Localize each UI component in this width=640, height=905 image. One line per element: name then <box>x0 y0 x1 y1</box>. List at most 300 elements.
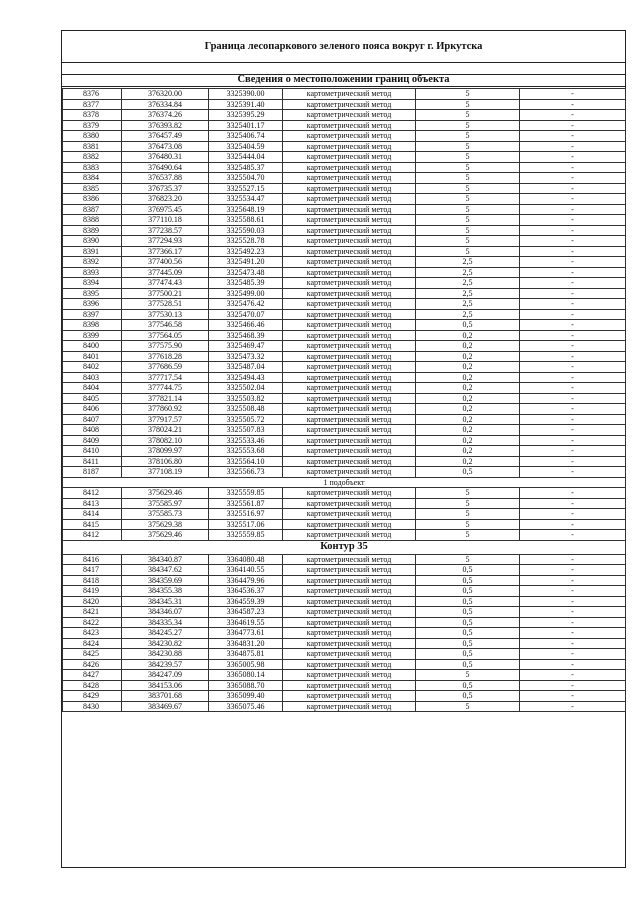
description-cell: - <box>520 691 626 702</box>
method-cell: картометрический метод <box>283 257 416 268</box>
y-coordinate-cell: 3364619.55 <box>209 617 283 628</box>
table-row <box>63 351 626 362</box>
x-coordinate-cell: 384346.07 <box>122 607 209 618</box>
description-cell: - <box>520 554 626 565</box>
x-coordinate-cell: 376537.88 <box>122 173 209 184</box>
y-coordinate-cell: 3365088.70 <box>209 680 283 691</box>
method-cell: картометрический метод <box>283 649 416 660</box>
description-cell: - <box>520 372 626 383</box>
method-cell: картометрический метод <box>283 215 416 226</box>
point-number-cell: 8429 <box>63 691 122 702</box>
method-cell: картометрический метод <box>283 152 416 163</box>
y-coordinate-cell: 3325507.83 <box>209 425 283 436</box>
method-cell: картометрический метод <box>283 680 416 691</box>
table-row <box>63 509 626 520</box>
table-row <box>63 309 626 320</box>
y-coordinate-cell: 3325469.47 <box>209 341 283 352</box>
x-coordinate-cell: 377500.21 <box>122 288 209 299</box>
accuracy-cell: 5 <box>416 701 520 712</box>
accuracy-cell: 2,5 <box>416 299 520 310</box>
x-coordinate-cell: 377474.43 <box>122 278 209 289</box>
y-coordinate-cell: 3325406.74 <box>209 131 283 142</box>
method-cell: картометрический метод <box>283 278 416 289</box>
table-row <box>63 236 626 247</box>
x-coordinate-cell: 384230.82 <box>122 638 209 649</box>
description-cell: - <box>520 628 626 639</box>
description-cell: - <box>520 341 626 352</box>
point-number-cell: 8426 <box>63 659 122 670</box>
method-cell: картометрический метод <box>283 446 416 457</box>
table-row <box>63 435 626 446</box>
description-cell: - <box>520 383 626 394</box>
table-row <box>63 330 626 341</box>
table-row <box>63 701 626 712</box>
description-cell: - <box>520 456 626 467</box>
y-coordinate-cell: 3325494.43 <box>209 372 283 383</box>
method-cell: картометрический метод <box>283 488 416 499</box>
y-coordinate-cell: 3325504.70 <box>209 173 283 184</box>
accuracy-cell: 0,2 <box>416 393 520 404</box>
x-coordinate-cell: 376320.00 <box>122 89 209 100</box>
method-cell: картометрический метод <box>283 617 416 628</box>
y-coordinate-cell: 3364875.81 <box>209 649 283 660</box>
point-number-cell: 8387 <box>63 204 122 215</box>
x-coordinate-cell: 384359.69 <box>122 575 209 586</box>
description-cell: - <box>520 267 626 278</box>
description-cell: - <box>520 351 626 362</box>
y-coordinate-cell: 3325527.15 <box>209 183 283 194</box>
point-number-cell: 8400 <box>63 341 122 352</box>
x-coordinate-cell: 377744.75 <box>122 383 209 394</box>
table-row <box>63 257 626 268</box>
description-cell: - <box>520 320 626 331</box>
method-cell: картометрический метод <box>283 162 416 173</box>
y-coordinate-cell: 3364587.23 <box>209 607 283 618</box>
point-number-cell: 8395 <box>63 288 122 299</box>
y-coordinate-cell: 3365080.14 <box>209 670 283 681</box>
point-number-cell: 8421 <box>63 607 122 618</box>
accuracy-cell: 0,2 <box>416 446 520 457</box>
y-coordinate-cell: 3325533.46 <box>209 435 283 446</box>
description-cell: - <box>520 488 626 499</box>
table-row <box>63 519 626 530</box>
point-number-cell: 8390 <box>63 236 122 247</box>
x-coordinate-cell: 377294.93 <box>122 236 209 247</box>
method-cell: картометрический метод <box>283 225 416 236</box>
point-number-cell: 8187 <box>63 467 122 478</box>
description-cell: - <box>520 110 626 121</box>
method-cell: картометрический метод <box>283 670 416 681</box>
table-row <box>63 596 626 607</box>
description-cell: - <box>520 617 626 628</box>
y-coordinate-cell: 3325505.72 <box>209 414 283 425</box>
point-number-cell: 8397 <box>63 309 122 320</box>
description-cell: - <box>520 183 626 194</box>
method-cell: картометрический метод <box>283 456 416 467</box>
y-coordinate-cell: 3325395.29 <box>209 110 283 121</box>
description-cell: - <box>520 638 626 649</box>
point-number-cell: 8416 <box>63 554 122 565</box>
table-row <box>63 680 626 691</box>
description-cell: - <box>520 404 626 415</box>
method-cell: картометрический метод <box>283 509 416 520</box>
method-cell: картометрический метод <box>283 467 416 478</box>
coordinates-table-body <box>63 89 626 712</box>
point-number-cell: 8428 <box>63 680 122 691</box>
accuracy-cell: 0,2 <box>416 362 520 373</box>
method-cell: картометрический метод <box>283 194 416 205</box>
accuracy-cell: 0,5 <box>416 320 520 331</box>
contour-heading: Контур 35 <box>63 540 626 554</box>
description-cell: - <box>520 393 626 404</box>
subobject-heading-row <box>63 477 626 488</box>
x-coordinate-cell: 377110.18 <box>122 215 209 226</box>
y-coordinate-cell: 3325492.23 <box>209 246 283 257</box>
point-number-cell: 8389 <box>63 225 122 236</box>
accuracy-cell: 5 <box>416 236 520 247</box>
x-coordinate-cell: 377618.28 <box>122 351 209 362</box>
accuracy-cell: 0,5 <box>416 691 520 702</box>
y-coordinate-cell: 3365099.40 <box>209 691 283 702</box>
x-coordinate-cell: 384247.09 <box>122 670 209 681</box>
table-row <box>63 141 626 152</box>
description-cell: - <box>520 330 626 341</box>
x-coordinate-cell: 377530.13 <box>122 309 209 320</box>
method-cell: картометрический метод <box>283 204 416 215</box>
x-coordinate-cell: 377860.92 <box>122 404 209 415</box>
y-coordinate-cell: 3325564.10 <box>209 456 283 467</box>
description-cell: - <box>520 215 626 226</box>
description-cell: - <box>520 299 626 310</box>
accuracy-cell: 2,5 <box>416 278 520 289</box>
x-coordinate-cell: 377366.17 <box>122 246 209 257</box>
accuracy-cell: 5 <box>416 554 520 565</box>
accuracy-cell: 0,5 <box>416 565 520 576</box>
method-cell: картометрический метод <box>283 519 416 530</box>
document-title: Граница лесопаркового зеленого пояса вокруг г. Иркутска <box>62 31 625 63</box>
accuracy-cell: 0,5 <box>416 680 520 691</box>
accuracy-cell: 0,5 <box>416 596 520 607</box>
x-coordinate-cell: 375585.73 <box>122 509 209 520</box>
point-number-cell: 8405 <box>63 393 122 404</box>
table-row <box>63 565 626 576</box>
table-row <box>63 628 626 639</box>
table-row <box>63 341 626 352</box>
accuracy-cell: 5 <box>416 509 520 520</box>
y-coordinate-cell: 3325470.07 <box>209 309 283 320</box>
x-coordinate-cell: 377445.09 <box>122 267 209 278</box>
point-number-cell: 8414 <box>63 509 122 520</box>
point-number-cell: 8401 <box>63 351 122 362</box>
accuracy-cell: 5 <box>416 183 520 194</box>
table-row <box>63 173 626 184</box>
accuracy-cell: 5 <box>416 173 520 184</box>
y-coordinate-cell: 3365075.46 <box>209 701 283 712</box>
table-row <box>63 152 626 163</box>
x-coordinate-cell: 376457.49 <box>122 131 209 142</box>
table-row <box>63 670 626 681</box>
table-row <box>63 215 626 226</box>
method-cell: картометрический метод <box>283 341 416 352</box>
description-cell: - <box>520 89 626 100</box>
y-coordinate-cell: 3325561.87 <box>209 498 283 509</box>
point-number-cell: 8412 <box>63 488 122 499</box>
accuracy-cell: 5 <box>416 246 520 257</box>
accuracy-cell: 5 <box>416 89 520 100</box>
point-number-cell: 8380 <box>63 131 122 142</box>
point-number-cell: 8423 <box>63 628 122 639</box>
subobject-heading: 1 подобъект <box>63 477 626 488</box>
method-cell: картометрический метод <box>283 565 416 576</box>
accuracy-cell: 5 <box>416 194 520 205</box>
description-cell: - <box>520 173 626 184</box>
accuracy-cell: 0,2 <box>416 330 520 341</box>
y-coordinate-cell: 3325553.68 <box>209 446 283 457</box>
description-cell: - <box>520 278 626 289</box>
x-coordinate-cell: 384355.38 <box>122 586 209 597</box>
x-coordinate-cell: 378106.80 <box>122 456 209 467</box>
x-coordinate-cell: 377108.19 <box>122 467 209 478</box>
accuracy-cell: 5 <box>416 488 520 499</box>
description-cell: - <box>520 236 626 247</box>
table-row <box>63 120 626 131</box>
table-row <box>63 530 626 541</box>
accuracy-cell: 0,2 <box>416 414 520 425</box>
method-cell: картометрический метод <box>283 362 416 373</box>
method-cell: картометрический метод <box>283 173 416 184</box>
description-cell: - <box>520 120 626 131</box>
method-cell: картометрический метод <box>283 288 416 299</box>
y-coordinate-cell: 3325499.00 <box>209 288 283 299</box>
point-number-cell: 8391 <box>63 246 122 257</box>
table-row <box>63 404 626 415</box>
table-row <box>63 383 626 394</box>
table-row <box>63 225 626 236</box>
x-coordinate-cell: 377821.14 <box>122 393 209 404</box>
y-coordinate-cell: 3364773.61 <box>209 628 283 639</box>
document-frame <box>61 30 626 868</box>
table-row <box>63 425 626 436</box>
accuracy-cell: 0,5 <box>416 586 520 597</box>
point-number-cell: 8413 <box>63 498 122 509</box>
method-cell: картометрический метод <box>283 554 416 565</box>
x-coordinate-cell: 383469.67 <box>122 701 209 712</box>
method-cell: картометрический метод <box>283 435 416 446</box>
point-number-cell: 8383 <box>63 162 122 173</box>
method-cell: картометрический метод <box>283 131 416 142</box>
table-row <box>63 204 626 215</box>
method-cell: картометрический метод <box>283 628 416 639</box>
description-cell: - <box>520 680 626 691</box>
y-coordinate-cell: 3325566.73 <box>209 467 283 478</box>
point-number-cell: 8425 <box>63 649 122 660</box>
accuracy-cell: 5 <box>416 519 520 530</box>
description-cell: - <box>520 659 626 670</box>
method-cell: картометрический метод <box>283 586 416 597</box>
description-cell: - <box>520 425 626 436</box>
accuracy-cell: 0,5 <box>416 575 520 586</box>
method-cell: картометрический метод <box>283 267 416 278</box>
description-cell: - <box>520 246 626 257</box>
table-row <box>63 393 626 404</box>
description-cell: - <box>520 414 626 425</box>
accuracy-cell: 5 <box>416 670 520 681</box>
accuracy-cell: 0,2 <box>416 456 520 467</box>
y-coordinate-cell: 3325648.19 <box>209 204 283 215</box>
table-row <box>63 99 626 110</box>
accuracy-cell: 0,2 <box>416 351 520 362</box>
point-number-cell: 8427 <box>63 670 122 681</box>
x-coordinate-cell: 376823.20 <box>122 194 209 205</box>
accuracy-cell: 0,5 <box>416 649 520 660</box>
table-row <box>63 617 626 628</box>
point-number-cell: 8381 <box>63 141 122 152</box>
y-coordinate-cell: 3325502.04 <box>209 383 283 394</box>
x-coordinate-cell: 377546.58 <box>122 320 209 331</box>
description-cell: - <box>520 162 626 173</box>
method-cell: картометрический метод <box>283 246 416 257</box>
table-row <box>63 691 626 702</box>
description-cell: - <box>520 498 626 509</box>
point-number-cell: 8396 <box>63 299 122 310</box>
table-row <box>63 659 626 670</box>
x-coordinate-cell: 375585.97 <box>122 498 209 509</box>
method-cell: картометрический метод <box>283 393 416 404</box>
description-cell: - <box>520 141 626 152</box>
x-coordinate-cell: 377575.90 <box>122 341 209 352</box>
point-number-cell: 8398 <box>63 320 122 331</box>
x-coordinate-cell: 376374.26 <box>122 110 209 121</box>
x-coordinate-cell: 375629.46 <box>122 488 209 499</box>
accuracy-cell: 0,2 <box>416 435 520 446</box>
table-row <box>63 446 626 457</box>
description-cell: - <box>520 99 626 110</box>
table-row <box>63 638 626 649</box>
point-number-cell: 8407 <box>63 414 122 425</box>
method-cell: картометрический метод <box>283 141 416 152</box>
x-coordinate-cell: 376490.64 <box>122 162 209 173</box>
accuracy-cell: 5 <box>416 162 520 173</box>
point-number-cell: 8394 <box>63 278 122 289</box>
point-number-cell: 8393 <box>63 267 122 278</box>
description-cell: - <box>520 257 626 268</box>
accuracy-cell: 0,5 <box>416 467 520 478</box>
y-coordinate-cell: 3325476.42 <box>209 299 283 310</box>
y-coordinate-cell: 3364559.39 <box>209 596 283 607</box>
x-coordinate-cell: 376480.31 <box>122 152 209 163</box>
point-number-cell: 8382 <box>63 152 122 163</box>
y-coordinate-cell: 3325473.32 <box>209 351 283 362</box>
table-row <box>63 498 626 509</box>
description-cell: - <box>520 586 626 597</box>
point-number-cell: 8402 <box>63 362 122 373</box>
description-cell: - <box>520 152 626 163</box>
x-coordinate-cell: 383701.68 <box>122 691 209 702</box>
x-coordinate-cell: 384239.57 <box>122 659 209 670</box>
description-cell: - <box>520 701 626 712</box>
y-coordinate-cell: 3364831.20 <box>209 638 283 649</box>
point-number-cell: 8385 <box>63 183 122 194</box>
method-cell: картометрический метод <box>283 89 416 100</box>
y-coordinate-cell: 3325508.48 <box>209 404 283 415</box>
point-number-cell: 8406 <box>63 404 122 415</box>
table-row <box>63 456 626 467</box>
table-row <box>63 194 626 205</box>
table-row <box>63 131 626 142</box>
x-coordinate-cell: 384335.34 <box>122 617 209 628</box>
x-coordinate-cell: 384340.87 <box>122 554 209 565</box>
point-number-cell: 8378 <box>63 110 122 121</box>
table-row <box>63 649 626 660</box>
y-coordinate-cell: 3325391.40 <box>209 99 283 110</box>
description-cell: - <box>520 131 626 142</box>
accuracy-cell: 0,2 <box>416 341 520 352</box>
description-cell: - <box>520 435 626 446</box>
accuracy-cell: 0,5 <box>416 617 520 628</box>
x-coordinate-cell: 377238.57 <box>122 225 209 236</box>
method-cell: картометрический метод <box>283 99 416 110</box>
point-number-cell: 8392 <box>63 257 122 268</box>
accuracy-cell: 2,5 <box>416 309 520 320</box>
y-coordinate-cell: 3325485.39 <box>209 278 283 289</box>
accuracy-cell: 2,5 <box>416 288 520 299</box>
accuracy-cell: 0,2 <box>416 383 520 394</box>
y-coordinate-cell: 3325534.47 <box>209 194 283 205</box>
accuracy-cell: 5 <box>416 498 520 509</box>
accuracy-cell: 5 <box>416 99 520 110</box>
x-coordinate-cell: 376334.84 <box>122 99 209 110</box>
point-number-cell: 8376 <box>63 89 122 100</box>
method-cell: картометрический метод <box>283 701 416 712</box>
x-coordinate-cell: 376975.45 <box>122 204 209 215</box>
table-row <box>63 110 626 121</box>
description-cell: - <box>520 670 626 681</box>
description-cell: - <box>520 596 626 607</box>
table-row <box>63 362 626 373</box>
y-coordinate-cell: 3325487.04 <box>209 362 283 373</box>
y-coordinate-cell: 3325390.00 <box>209 89 283 100</box>
y-coordinate-cell: 3325491.20 <box>209 257 283 268</box>
method-cell: картометрический метод <box>283 575 416 586</box>
y-coordinate-cell: 3365005.98 <box>209 659 283 670</box>
y-coordinate-cell: 3364080.48 <box>209 554 283 565</box>
x-coordinate-cell: 384153.06 <box>122 680 209 691</box>
method-cell: картометрический метод <box>283 498 416 509</box>
point-number-cell: 8388 <box>63 215 122 226</box>
y-coordinate-cell: 3325590.03 <box>209 225 283 236</box>
method-cell: картометрический метод <box>283 383 416 394</box>
description-cell: - <box>520 519 626 530</box>
y-coordinate-cell: 3325588.61 <box>209 215 283 226</box>
method-cell: картометрический метод <box>283 299 416 310</box>
point-number-cell: 8379 <box>63 120 122 131</box>
accuracy-cell: 5 <box>416 152 520 163</box>
method-cell: картометрический метод <box>283 425 416 436</box>
table-row <box>63 320 626 331</box>
accuracy-cell: 5 <box>416 204 520 215</box>
point-number-cell: 8384 <box>63 173 122 184</box>
y-coordinate-cell: 3325485.37 <box>209 162 283 173</box>
point-number-cell: 8411 <box>63 456 122 467</box>
y-coordinate-cell: 3325473.48 <box>209 267 283 278</box>
description-cell: - <box>520 530 626 541</box>
table-row <box>63 488 626 499</box>
x-coordinate-cell: 377917.57 <box>122 414 209 425</box>
table-row <box>63 586 626 597</box>
x-coordinate-cell: 377528.51 <box>122 299 209 310</box>
description-cell: - <box>520 225 626 236</box>
y-coordinate-cell: 3325516.97 <box>209 509 283 520</box>
